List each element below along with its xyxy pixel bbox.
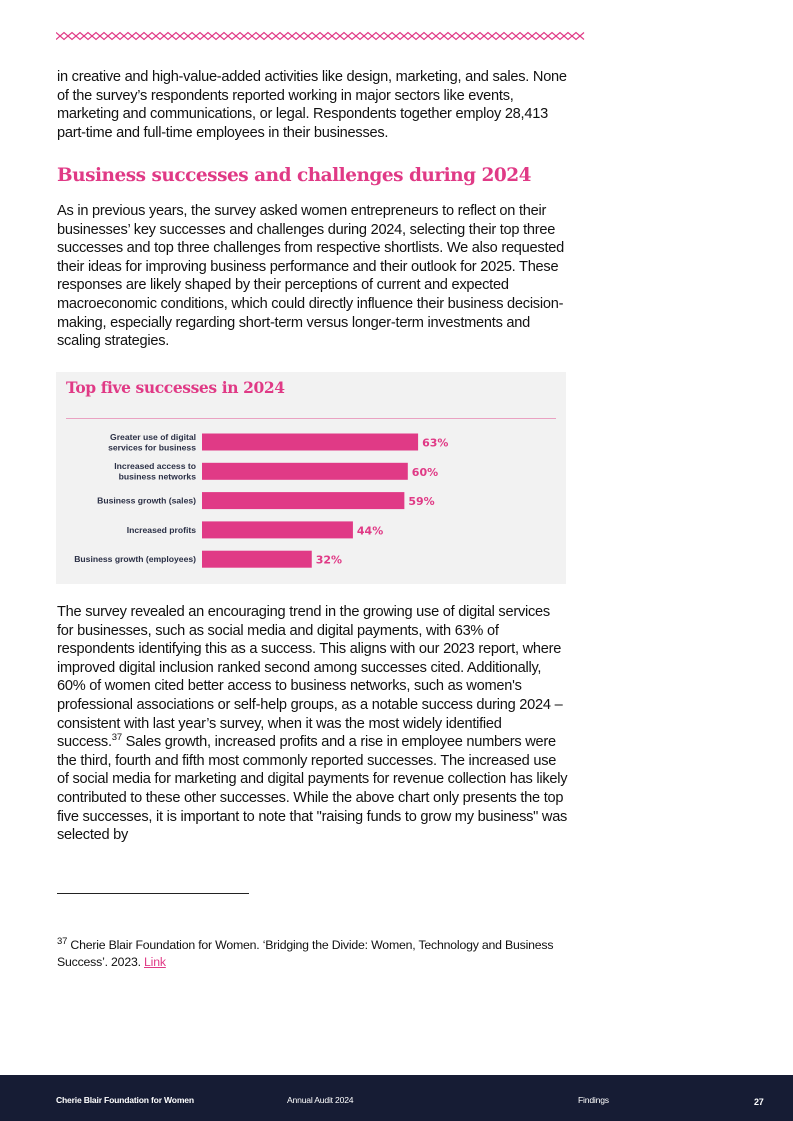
successes-chart bbox=[56, 372, 566, 584]
page-number: 27 bbox=[754, 1097, 764, 1107]
footer-section: Findings bbox=[578, 1095, 609, 1105]
body-paragraph-sectors: in creative and high-value-added activities like design, marketing, and sales. None of the survey’s respondents reported working in major sectors like events, marketing and communications, or legal. Respondents together employ 28,413 part-time and full-time employees in their businesses. bbox=[57, 69, 567, 141]
bar-value-label-2: 60% bbox=[411, 465, 439, 479]
category-label-5-line-1: Business growth (employees) bbox=[74, 554, 196, 565]
bar-chart-plot bbox=[56, 372, 566, 584]
footnote-number: 37 bbox=[57, 935, 68, 947]
bar-value-label-3: 59% bbox=[408, 495, 435, 509]
bar-value-label-4: 44% bbox=[356, 524, 384, 538]
category-label-1-line-2: services for business bbox=[108, 442, 196, 453]
bar-value-label-5: 32% bbox=[315, 553, 343, 567]
footer-organization: Cherie Blair Foundation for Women bbox=[56, 1095, 194, 1105]
footnote-reference-37[interactable]: 37 bbox=[111, 732, 122, 744]
bar-1 bbox=[202, 434, 418, 451]
footnote-text: Cherie Blair Foundation for Women. ‘Bridging the Divide: Women, Technology and Business Success’. 2023. bbox=[57, 938, 554, 969]
category-label-2-line-1: Increased access to bbox=[114, 461, 196, 472]
footnote bbox=[57, 937, 557, 971]
body-paragraph-findings bbox=[57, 603, 569, 845]
chart-title: Top five successes in 2024 bbox=[66, 378, 285, 397]
category-label-2-line-2: business networks bbox=[118, 471, 196, 482]
decorative-zigzag-divider bbox=[56, 30, 588, 42]
bar-3 bbox=[202, 492, 404, 509]
category-label-4-line-1: Increased profits bbox=[126, 524, 196, 535]
section-heading: Business successes and challenges during 2024 bbox=[57, 165, 531, 186]
bar-value-label-1: 63% bbox=[422, 436, 449, 450]
category-label-3-line-1: Business growth (sales) bbox=[97, 495, 196, 506]
bar-4 bbox=[202, 521, 353, 538]
bar-5 bbox=[202, 551, 312, 568]
category-label-1-line-1: Greater use of digital bbox=[110, 431, 196, 442]
footnote-link[interactable]: Link bbox=[144, 955, 166, 969]
findings-text-part2: Sales growth, increased profits and a rise in employee numbers were the third, fourth and fifth most commonly reported successes. The increased use of social media for marketing and digital payments for revenue collection has likely contributed to these other successes. While the above chart only presents the top five successes, it is important to note that "raising funds to grow my business" was selected by bbox=[57, 734, 568, 844]
body-paragraph-intro: As in previous years, the survey asked women entrepreneurs to reflect on their businesses’ key successes and challenges during 2024, selecting their top three successes and top three challenges from respective shortlists. We also requested their ideas for improving business performance and their outlook for 2025. These responses are likely shaped by their perceptions of current and expected macroeconomic conditions, which could directly influence their business decision-making, especially regarding short-term versus longer-term investments and scaling strategies. bbox=[57, 203, 564, 350]
page-footer bbox=[0, 1075, 793, 1121]
footer-report-title: Annual Audit 2024 bbox=[287, 1095, 354, 1105]
bar-2 bbox=[202, 463, 408, 480]
footnote-divider bbox=[57, 893, 249, 894]
findings-text-part1: The survey revealed an encouraging trend in the growing use of digital services for businesses, such as social media and digital payments, with 63% of respondents identifying this as a success. This aligns with our 2023 report, where improved digital inclusion ranked second among successes cited. Additionally, 60% of women cited better access to business networks, such as women's professional associations or self-help groups, as a notable success during 2024 – consistent with last year’s survey, when it was the most widely identified success. bbox=[57, 604, 563, 751]
